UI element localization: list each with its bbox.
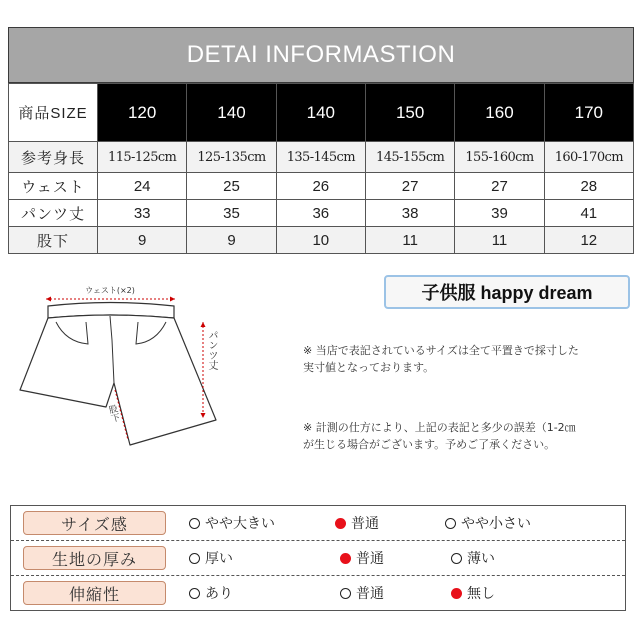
- pants-length-row: [9, 200, 634, 227]
- fit-row-label: 生地の厚み: [23, 546, 166, 570]
- error-margin-note-line: が生じる場合がございます。予めご了承ください。: [303, 438, 556, 451]
- error-margin-note-line: ※ 計測の仕方により、上記の表記と多少の誤差（1-2㎝: [303, 421, 576, 434]
- size-row-label: 商品SIZE: [9, 84, 98, 142]
- fit-option: [340, 541, 384, 575]
- waist-cell: 26: [276, 173, 365, 200]
- height-cell: 135-145cm: [276, 142, 365, 173]
- pants-length-cell: 33: [98, 200, 187, 227]
- inseam-cell: 12: [544, 227, 633, 254]
- fit-option: [340, 576, 384, 610]
- radio-empty-icon: [189, 553, 200, 564]
- radio-empty-icon: [451, 553, 462, 564]
- radio-empty-icon: [189, 518, 200, 529]
- fit-option-label: 厚い: [205, 551, 233, 567]
- inseam-cell: 9: [98, 227, 187, 254]
- shorts-diagram: [18, 280, 248, 480]
- radio-filled-icon: [340, 553, 351, 564]
- radio-empty-icon: [189, 588, 200, 599]
- error-margin-note: [303, 419, 640, 453]
- height-cell: 115-125cm: [98, 142, 187, 173]
- fit-feel-table: [10, 505, 626, 611]
- inseam-row-label: 股下: [9, 227, 98, 254]
- pants-length-cell: 38: [365, 200, 454, 227]
- fit-row-size-feel: [11, 506, 625, 541]
- size-cell: 150: [365, 84, 454, 142]
- detail-information-banner: DETAI INFORMASTION: [8, 27, 634, 83]
- pants-length-cell: 36: [276, 200, 365, 227]
- fit-row-fabric-thickness: [11, 541, 625, 576]
- waist-cell: 25: [187, 173, 276, 200]
- fit-option-label: 普通: [356, 551, 384, 567]
- inseam-row: [9, 227, 634, 254]
- height-row-label: 参考身長: [9, 142, 98, 173]
- fit-option-label: 無し: [467, 586, 495, 602]
- fit-option: [451, 576, 495, 610]
- waist-cell: 28: [544, 173, 633, 200]
- fit-option-label: あり: [205, 586, 233, 602]
- size-cell: 140: [187, 84, 276, 142]
- waist-cell: 27: [365, 173, 454, 200]
- waist-row: [9, 173, 634, 200]
- inseam-cell: 9: [187, 227, 276, 254]
- fit-row-label: 伸縮性: [23, 581, 166, 605]
- fit-option: [189, 506, 275, 540]
- height-row: [9, 142, 634, 173]
- pants-length-row-label: パンツ丈: [9, 200, 98, 227]
- height-cell: 160-170cm: [544, 142, 633, 173]
- height-cell: 125-135cm: [187, 142, 276, 173]
- measurement-note-line: ※ 当店で表記されているサイズは全て平置きで採寸した: [303, 344, 579, 357]
- fit-option-label: 薄い: [467, 551, 495, 567]
- size-table: [8, 83, 634, 254]
- measurement-note-line: 実寸値となっております。: [303, 361, 435, 374]
- size-cell: 140: [276, 84, 365, 142]
- height-cell: 145-155cm: [365, 142, 454, 173]
- size-cell: 160: [455, 84, 544, 142]
- radio-filled-icon: [451, 588, 462, 599]
- fit-option-label: 普通: [356, 586, 384, 602]
- waist-cell: 24: [98, 173, 187, 200]
- waist-measure-label: ウェスト(×2): [85, 286, 135, 295]
- height-cell: 155-160cm: [455, 142, 544, 173]
- inseam-cell: 10: [276, 227, 365, 254]
- fit-option-label: 普通: [351, 516, 379, 532]
- pants-length-cell: 35: [187, 200, 276, 227]
- waist-cell: 27: [455, 173, 544, 200]
- fit-option-label: やや大きい: [205, 516, 275, 532]
- radio-empty-icon: [445, 518, 456, 529]
- fit-option-label: やや小さい: [461, 516, 531, 532]
- radio-empty-icon: [340, 588, 351, 599]
- pants-length-cell: 39: [455, 200, 544, 227]
- fit-row-stretch: [11, 576, 625, 610]
- inseam-measure-label: 股下: [105, 403, 120, 424]
- brand-label: 子供服 happy dream: [384, 275, 630, 309]
- waist-row-label: ウェスト: [9, 173, 98, 200]
- inseam-cell: 11: [365, 227, 454, 254]
- size-cell: 170: [544, 84, 633, 142]
- fit-option: [445, 506, 531, 540]
- pants-length-measure-label: パンツ丈: [206, 330, 217, 370]
- measurement-note: [303, 342, 640, 376]
- fit-option: [189, 541, 233, 575]
- size-cell: 120: [98, 84, 187, 142]
- pants-length-cell: 41: [544, 200, 633, 227]
- fit-option: [189, 576, 233, 610]
- radio-filled-icon: [335, 518, 346, 529]
- inseam-cell: 11: [455, 227, 544, 254]
- fit-option: [335, 506, 379, 540]
- fit-row-label: サイズ感: [23, 511, 166, 535]
- fit-option: [451, 541, 495, 575]
- size-row: [9, 84, 634, 142]
